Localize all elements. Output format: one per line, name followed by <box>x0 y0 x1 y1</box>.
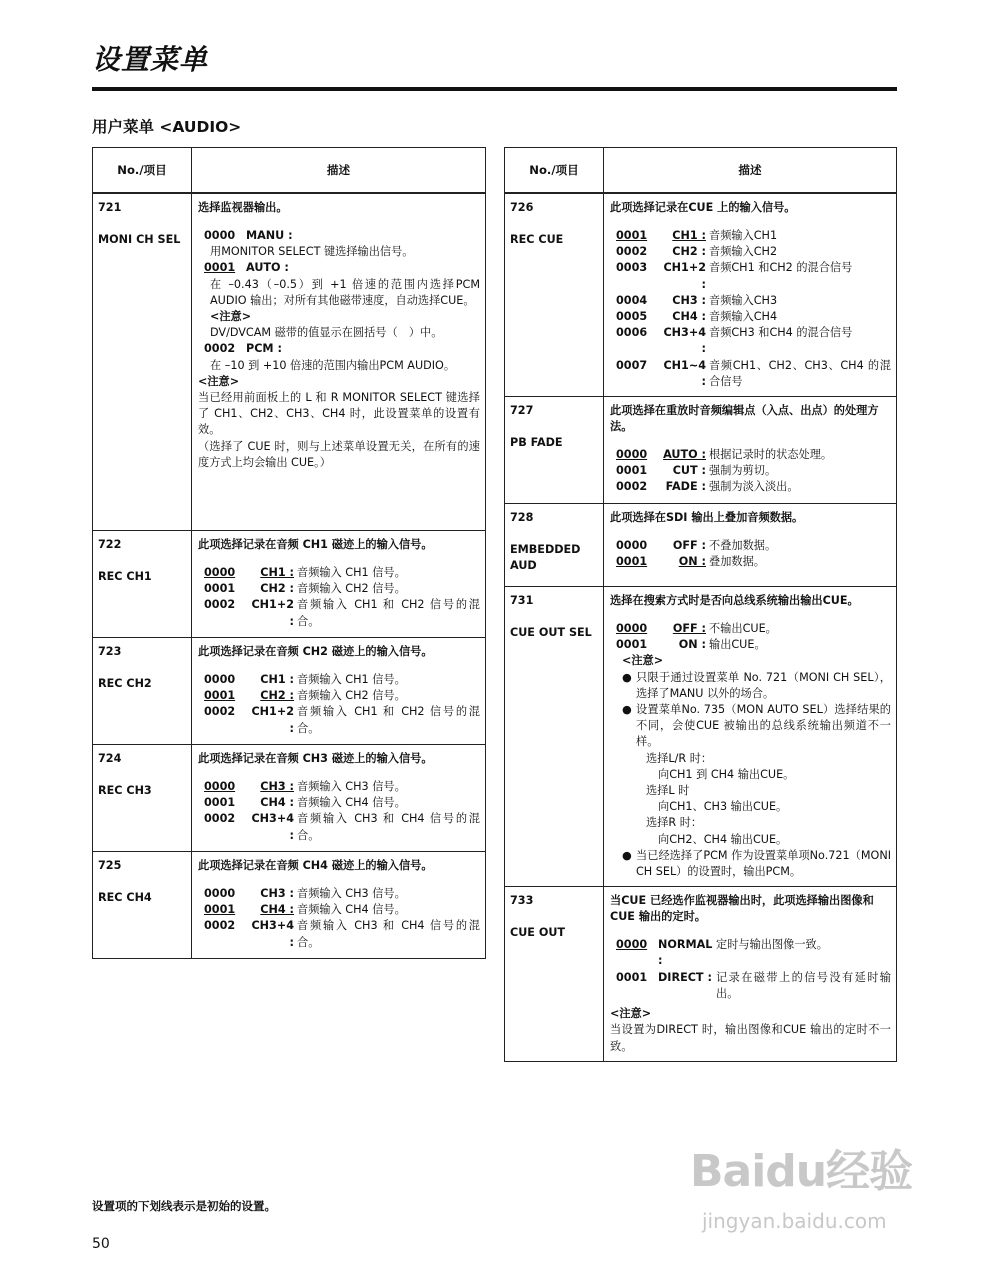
item-name: REC CUE <box>510 233 564 247</box>
item-number: 726 <box>510 201 534 214</box>
option-text: 定时与输出图像一致。 <box>716 938 828 952</box>
item-heading: 此项选择在重放时音频编辑点（入点、出点）的处理方法。 <box>610 404 879 434</box>
option-text: 音频输入CH1 <box>709 229 778 242</box>
item-name: REC CH4 <box>98 891 152 905</box>
table-header-row <box>93 148 486 194</box>
note-label: <注意> <box>198 374 240 388</box>
option-label: CH4 : <box>260 903 294 917</box>
option-label: ON : <box>678 638 706 652</box>
table-row-728 <box>505 504 897 587</box>
header-desc: 描述 <box>192 148 486 194</box>
option-label: CH1+2 : <box>251 598 294 628</box>
option-row <box>610 325 891 357</box>
header-item: No./项目 <box>505 148 604 194</box>
note-text: 当设置为DIRECT 时，输出图像和CUE 输出的定时不一致。 <box>610 1023 891 1053</box>
bullet-icon: ● <box>622 703 632 717</box>
option-row <box>610 463 891 479</box>
option-text: 音频输入 CH3 信号。 <box>297 780 406 793</box>
option-label: CH1+2 : <box>251 705 294 735</box>
bullet-icon: ● <box>622 670 632 684</box>
item-number: 733 <box>510 894 534 908</box>
item-heading: 当CUE 已经选作监视器输出时，此项选择输出图像和CUE 输出的定时。 <box>610 894 874 924</box>
option-text: 音频输入 CH2 信号。 <box>297 689 406 703</box>
option-row <box>198 779 480 795</box>
table-row-733 <box>505 887 897 1061</box>
item-heading: 此项选择记录在音频 CH2 磁迹上的输入信号。 <box>198 645 433 658</box>
option-label: CH3+4 : <box>663 326 706 356</box>
option-row <box>610 244 891 260</box>
right-menu-table <box>504 147 897 1062</box>
option-text: 音频输入 CH1 信号。 <box>297 566 406 579</box>
option-code: 0001 <box>616 970 648 984</box>
option-text: 音频输入 CH1 和 CH2 信号的混合。 <box>297 598 480 628</box>
option-code: 0000 <box>204 229 236 242</box>
option-text: 在 –0.43（–0.5）到 +1 倍速的范围内选择PCM AUDIO 输出；对所有其他磁带速度，自动选择CUE。 <box>210 277 480 307</box>
option-row <box>610 554 891 570</box>
title-rule <box>92 87 897 91</box>
watermark-logo: Baidu经验 <box>690 1146 913 1197</box>
option-text: 在 –10 到 +10 倍速的范围内输出PCM AUDIO。 <box>210 358 456 372</box>
option-row <box>610 538 891 554</box>
option-code: 0001 <box>616 229 648 242</box>
note-text: 当已经用前面板上的 L 和 R MONITOR SELECT 键选择了 CH1、CH2、CH3、CH4 时，此设置菜单的设置有效。 <box>198 391 480 437</box>
option-code: 0003 <box>616 261 648 275</box>
sub-label: 选择L 时 <box>646 784 690 798</box>
option-code: 0000 <box>616 539 648 553</box>
option-row <box>198 902 480 918</box>
option-code: 0002 <box>204 342 236 356</box>
option-label: DIRECT : <box>658 970 712 984</box>
bullet-text: 只限于通过设置菜单 No. 721（MONI CH SEL），选择了MANU 以外的场合。 <box>636 670 891 700</box>
bullet-text: 当已经选择了PCM 作为设置菜单项No.721（MONI CH SEL）的设置时，输出PCM。 <box>636 848 891 879</box>
table-header-row <box>505 148 897 194</box>
option-text: 输出CUE。 <box>709 638 766 652</box>
option-text: 音频输入CH4 <box>709 310 778 324</box>
option-row <box>610 309 891 325</box>
option-label: CH4 : <box>260 796 294 810</box>
option-code: 0002 <box>204 812 236 826</box>
item-heading: 此项选择记录在音频 CH3 磁迹上的输入信号。 <box>198 752 433 765</box>
option-row <box>198 688 480 704</box>
watermark-url: jingyan.baidu.com <box>702 1209 887 1233</box>
table-row-722 <box>93 531 486 638</box>
item-heading: 选择监视器输出。 <box>198 201 288 214</box>
option-text: 音频输入CH2 <box>709 245 778 259</box>
option-text: 记录在磁带上的信号没有延时输出。 <box>716 970 891 1000</box>
option-text: 音频输入 CH4 信号。 <box>297 796 406 810</box>
option-label: CH3+4 : <box>251 919 294 949</box>
option-row <box>198 672 480 688</box>
option-row <box>610 479 891 495</box>
left-menu-table <box>92 147 486 959</box>
option-label: CH2 : <box>260 689 294 703</box>
option-code: 0001 <box>204 903 236 917</box>
option-text: 音频CH1、CH2、CH3、CH4 的混合信号 <box>709 358 891 388</box>
item-number: 723 <box>98 645 122 658</box>
option-label: ON : <box>678 555 706 569</box>
option-row <box>198 597 480 629</box>
sub-label: 选择R 时： <box>646 816 703 830</box>
table-row-724 <box>93 745 486 852</box>
option-label: CH3 : <box>260 887 294 900</box>
option-text: 强制为淡入淡出。 <box>709 480 799 494</box>
option-code: 0000 <box>616 622 648 636</box>
option-label: CH2 : <box>260 582 294 596</box>
option-row <box>610 621 891 637</box>
item-name: MONI CH SEL <box>98 233 181 247</box>
table-row-727 <box>505 397 897 504</box>
option-label: CH3 : <box>260 780 294 793</box>
option-text: 强制为剪切。 <box>709 464 777 478</box>
note-label: <注意> <box>210 310 252 324</box>
option-label: CH1+2 : <box>663 261 706 291</box>
option-code: 0007 <box>616 358 648 372</box>
option-row <box>198 886 480 902</box>
option-text: 音频输入 CH1 信号。 <box>297 673 406 686</box>
page-number: 50 <box>92 1236 110 1252</box>
option-code: 0000 <box>616 448 648 462</box>
option-text: 音频输入 CH2 信号。 <box>297 582 406 596</box>
option-label: CH1 : <box>672 229 706 242</box>
note-text: DV/DVCAM 磁带的值显示在圆括号（ ）中。 <box>210 326 443 340</box>
option-row <box>610 358 891 390</box>
table-row-723 <box>93 638 486 745</box>
option-label: OFF : <box>672 622 706 636</box>
option-code: 0002 <box>616 245 648 259</box>
note-label: <注意> <box>622 654 664 668</box>
option-row <box>198 811 480 843</box>
option-auto <box>198 260 480 276</box>
option-row <box>198 704 480 736</box>
footnote: 设置项的下划线表示是初始的设置。 <box>92 1199 276 1213</box>
note-bullet <box>610 702 891 751</box>
note-label: <注意> <box>610 1007 652 1021</box>
sub-text: 向CH1、CH3 输出CUE。 <box>658 800 788 814</box>
option-row <box>610 637 891 653</box>
watermark <box>690 1125 930 1245</box>
option-row <box>198 918 480 950</box>
section-title: 用户菜单 <AUDIO> <box>92 118 242 136</box>
option-manu <box>198 228 480 244</box>
item-name: CUE OUT SEL <box>510 626 592 640</box>
option-row <box>198 581 480 597</box>
option-pcm <box>198 341 480 357</box>
option-label: PCM : <box>246 342 282 356</box>
option-code: 0000 <box>204 673 236 686</box>
page-title: 设置菜单 <box>92 43 209 76</box>
item-name: REC CH1 <box>98 570 152 584</box>
item-heading: 此项选择记录在音频 CH1 磁迹上的输入信号。 <box>198 538 433 551</box>
option-code: 0002 <box>204 705 236 719</box>
option-text: 音频输入 CH1 和 CH2 信号的混合。 <box>297 705 480 735</box>
option-label: FADE : <box>665 480 706 494</box>
option-code: 0000 <box>204 566 236 579</box>
item-heading: 此项选择记录在音频 CH4 磁迹上的输入信号。 <box>198 859 433 872</box>
option-code: 0000 <box>204 780 236 793</box>
option-code: 0001 <box>616 555 648 569</box>
option-code: 0001 <box>204 261 236 275</box>
item-heading: 选择在搜索方式时是否向总线系统输出输出CUE。 <box>610 594 859 608</box>
option-code: 0001 <box>616 464 648 478</box>
table-row-721 <box>93 193 486 531</box>
option-text: 音频输入 CH3 和 CH4 信号的混合。 <box>297 812 480 842</box>
option-label: CH3+4 : <box>251 812 294 842</box>
option-text: 叠加数据。 <box>709 555 765 569</box>
option-text: 不输出CUE。 <box>709 622 777 636</box>
note-bullet <box>610 670 891 702</box>
option-text: 音频输入 CH4 信号。 <box>297 903 406 917</box>
option-text: 根据记录时的状态处理。 <box>709 448 833 462</box>
option-label: CH1 : <box>260 566 294 579</box>
item-name: EMBEDDED AUD <box>510 543 581 573</box>
option-code: 0000 <box>616 938 648 952</box>
item-number: 727 <box>510 404 534 418</box>
option-text: 音频CH3 和CH4 的混合信号 <box>709 326 853 340</box>
option-code: 0005 <box>616 310 648 324</box>
table-row-725 <box>93 852 486 959</box>
option-code: 0002 <box>616 480 648 494</box>
option-label: AUTO : <box>663 448 706 462</box>
header-desc: 描述 <box>604 148 897 194</box>
note-bullet <box>610 848 891 880</box>
item-number: 721 <box>98 201 122 214</box>
option-label: CH1~4 : <box>663 358 706 388</box>
option-row <box>610 228 891 244</box>
sub-label: 选择L/R 时： <box>646 751 713 765</box>
option-row <box>610 293 891 309</box>
sub-text: 向CH1 到 CH4 输出CUE。 <box>658 767 795 781</box>
option-row <box>198 565 480 581</box>
item-number: 731 <box>510 594 534 608</box>
option-code: 0002 <box>204 598 236 612</box>
option-code: 0000 <box>204 887 236 900</box>
option-text: 不叠加数据。 <box>709 539 777 553</box>
option-text: 音频输入 CH3 和 CH4 信号的混合。 <box>297 919 480 949</box>
option-code: 0002 <box>204 919 236 933</box>
item-name: REC CH2 <box>98 677 152 691</box>
option-label: NORMAL : <box>658 938 713 968</box>
option-label: AUTO : <box>246 261 289 275</box>
option-code: 0001 <box>616 638 648 652</box>
item-name: CUE OUT <box>510 926 566 940</box>
bullet-icon: ● <box>622 848 632 862</box>
option-code: 0001 <box>204 582 236 596</box>
option-row <box>610 937 891 969</box>
option-text: 音频输入CH3 <box>709 293 778 307</box>
option-label: MANU : <box>246 229 293 242</box>
option-code: 0004 <box>616 293 648 307</box>
option-text: 音频CH1 和CH2 的混合信号 <box>709 261 853 275</box>
sub-text: 向CH2、CH4 输出CUE。 <box>658 832 788 846</box>
option-label: CUT : <box>672 464 706 478</box>
option-label: CH2 : <box>672 245 706 259</box>
note-text: （选择了 CUE 时，则与上述菜单设置无关，在所有的速度方式上均会输出 CUE。） <box>198 439 480 469</box>
item-number: 725 <box>98 859 122 872</box>
option-label: OFF : <box>672 539 706 553</box>
option-code: 0001 <box>204 689 236 703</box>
item-name: PB FADE <box>510 436 563 450</box>
option-label: CH3 : <box>672 293 706 307</box>
item-heading: 此项选择在SDI 输出上叠加音频数据。 <box>610 511 804 525</box>
table-row-726 <box>505 193 897 397</box>
option-row <box>198 795 480 811</box>
option-label: CH1 : <box>260 673 294 686</box>
header-item: No./项目 <box>93 148 192 194</box>
option-row <box>610 447 891 463</box>
item-name: REC CH3 <box>98 784 152 798</box>
option-code: 0001 <box>204 796 236 810</box>
option-text: 用MONITOR SELECT 键选择输出信号。 <box>210 245 414 259</box>
item-number: 722 <box>98 538 122 551</box>
option-row <box>610 970 891 1002</box>
option-label: CH4 : <box>672 310 706 324</box>
option-row <box>610 260 891 292</box>
option-code: 0006 <box>616 326 648 340</box>
item-number: 728 <box>510 511 534 525</box>
bullet-text: 设置菜单No. 735（MON AUTO SEL）选择结果的不同，会使CUE 被输出的总线系统输出频道不一样。 <box>636 703 891 749</box>
item-number: 724 <box>98 752 122 765</box>
item-heading: 此项选择记录在CUE 上的输入信号。 <box>610 201 796 214</box>
option-text: 音频输入 CH3 信号。 <box>297 887 406 900</box>
table-row-731 <box>505 587 897 887</box>
